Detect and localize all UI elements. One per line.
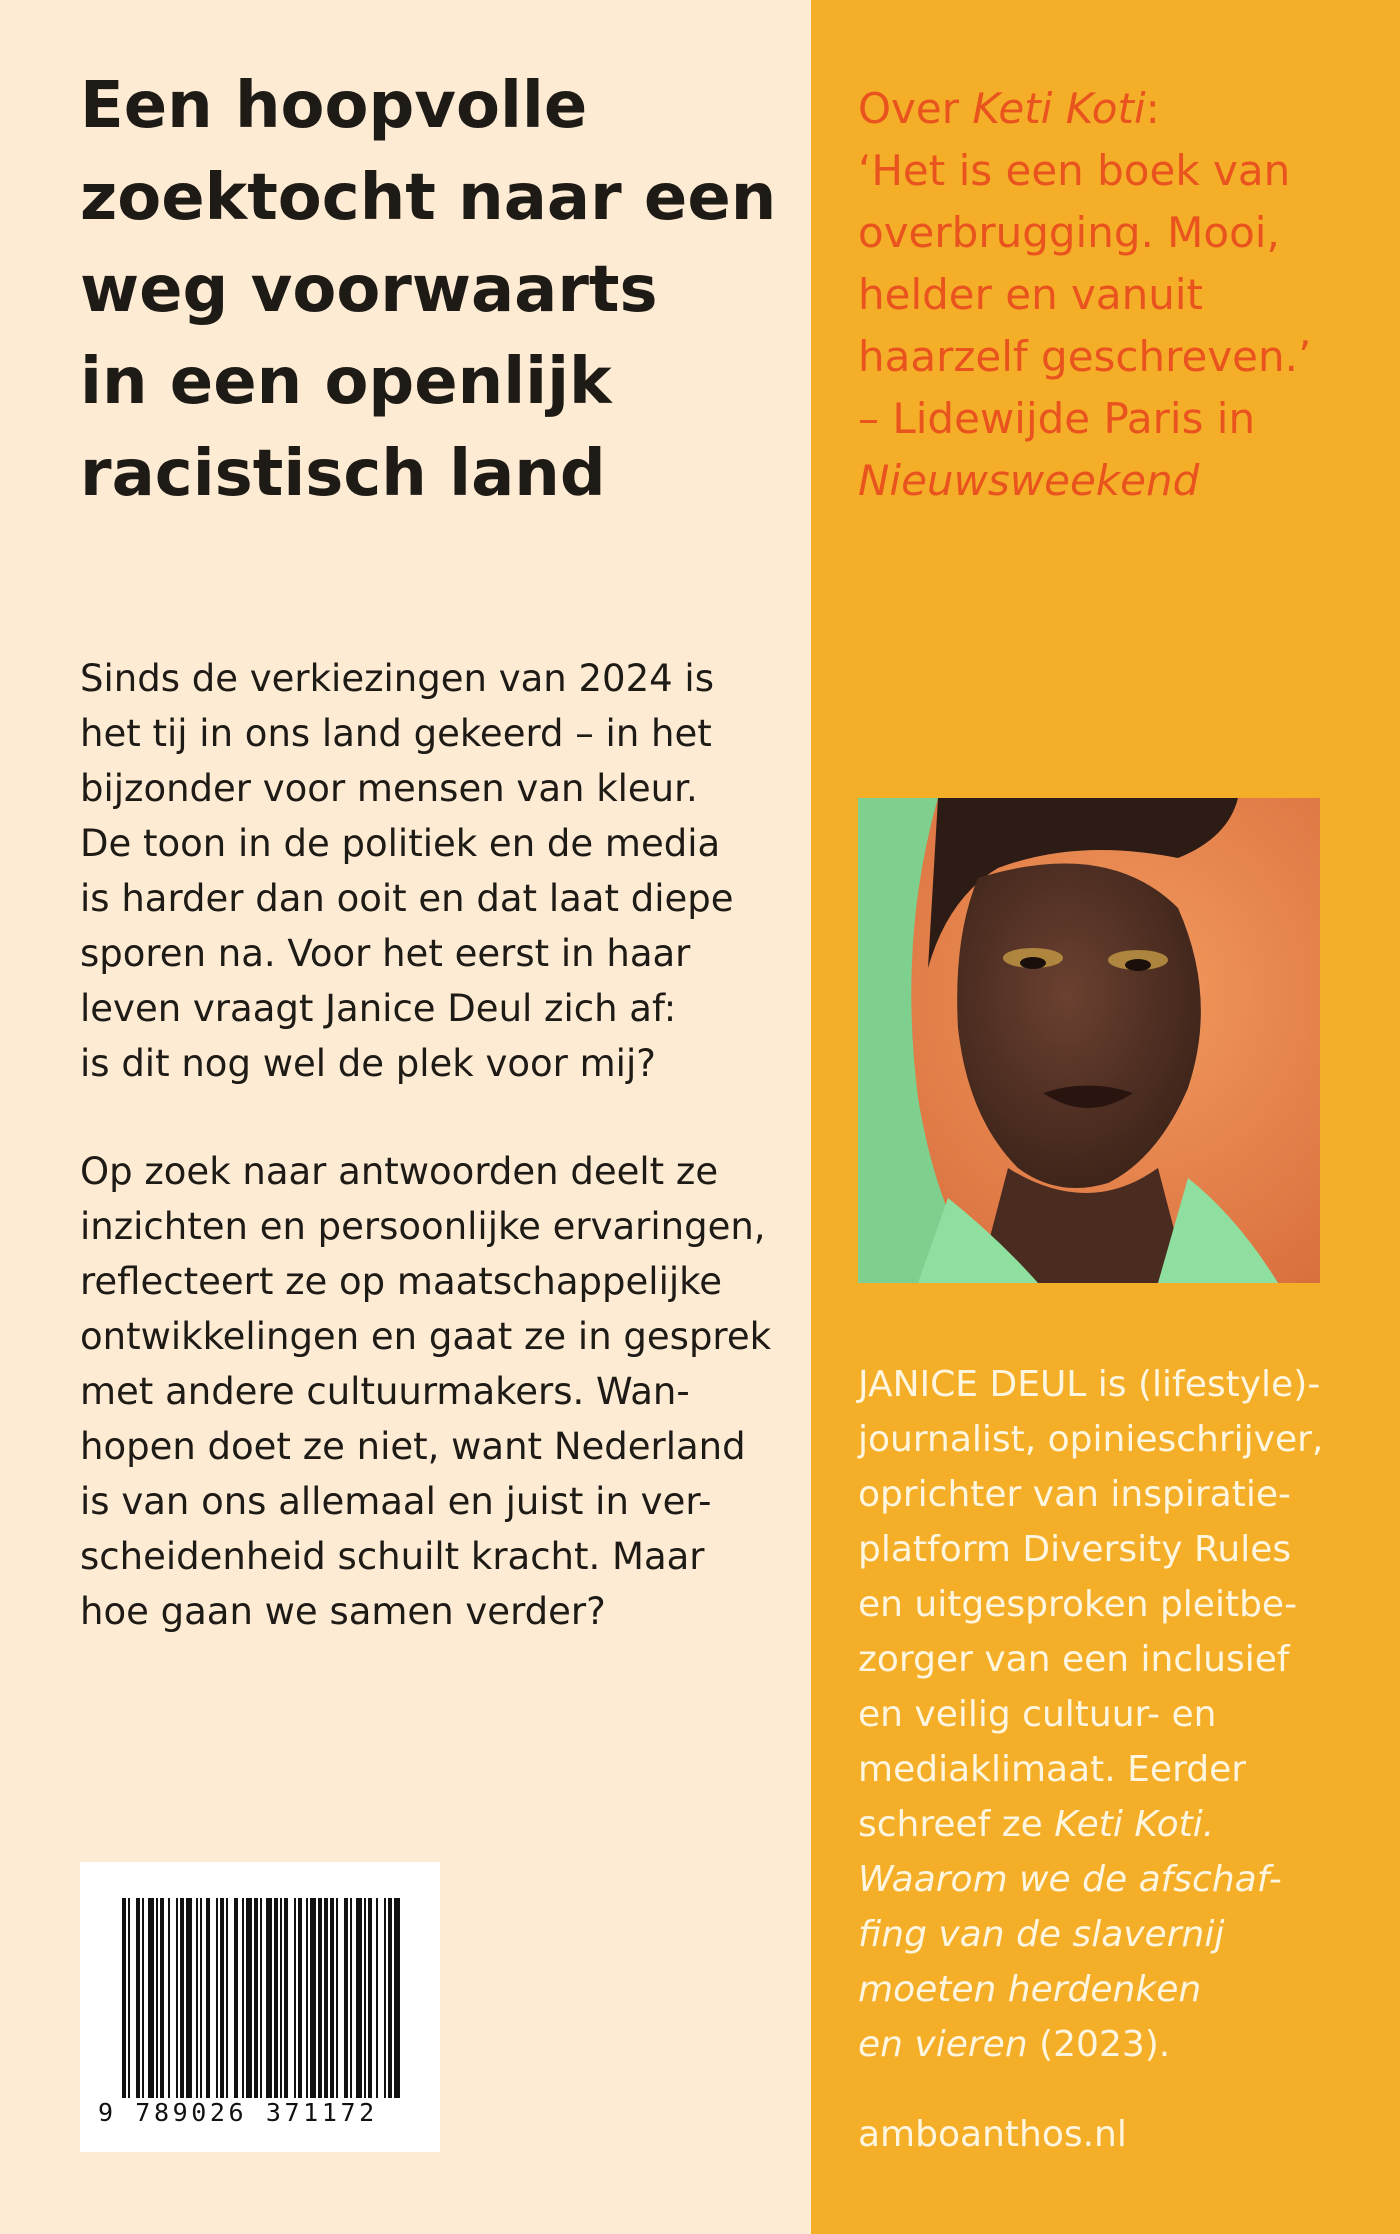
- barcode-bar: [350, 1898, 352, 2098]
- barcode-bar: [200, 1898, 202, 2098]
- barcode-bar: [388, 1898, 392, 2098]
- blurb-line: Op zoek naar antwoorden deelt ze: [80, 1150, 719, 1193]
- isbn-number: 9 789026 371172: [98, 2098, 378, 2127]
- quote-line: overbrugging. Mooi,: [858, 208, 1280, 257]
- barcode-bar: [234, 1898, 238, 2098]
- blurb-line: het tij in ons land gekeerd – in het: [80, 712, 712, 755]
- blurb-line: hoe gaan we samen verder?: [80, 1590, 606, 1633]
- blurb-line: scheidenheid schuilt kracht. Maar: [80, 1535, 705, 1578]
- press-quote: [858, 78, 1388, 512]
- quote-intro: [858, 78, 1388, 140]
- barcode-bar: [226, 1898, 228, 2098]
- quote-line: – Lidewijde Paris in: [858, 394, 1256, 443]
- barcode-bar: [294, 1898, 296, 2098]
- barcode-bar: [330, 1898, 334, 2098]
- barcode-bar: [156, 1898, 158, 2098]
- barcode-bar: [384, 1898, 386, 2098]
- blurb-line: reflecteert ze op maatschappelijke: [80, 1260, 723, 1303]
- quote-source: Nieuwsweekend: [858, 456, 1200, 505]
- bio-line: platform Diversity Rules: [858, 1529, 1292, 1570]
- headline-line: weg voorwaarts: [80, 253, 658, 327]
- barcode-bar: [206, 1898, 210, 2098]
- headline-line: Een hoopvolle: [80, 69, 588, 143]
- blurb-paragraph-1: [80, 651, 780, 1091]
- barcode-bar: [148, 1898, 154, 2098]
- barcode-bar: [122, 1898, 126, 2098]
- barcode-bar: [298, 1898, 302, 2098]
- barcode-bar: [336, 1898, 338, 2098]
- headline-line: racistisch land: [80, 437, 606, 511]
- bio-year: (2023).: [1027, 2024, 1171, 2065]
- quote-line: haarzelf geschreven.’: [858, 332, 1312, 381]
- barcode-bar: [128, 1898, 130, 2098]
- blurb-line: is harder dan ooit en dat laat diepe: [80, 877, 734, 920]
- bio-line: JANICE DEUL is (lifestyle)-: [858, 1364, 1321, 1405]
- blurb-line: De toon in de politiek en de media: [80, 822, 721, 865]
- barcode-bar: [364, 1898, 366, 2098]
- barcode-bar: [220, 1898, 224, 2098]
- blurb-line: sporen na. Voor het eerst in haar: [80, 932, 691, 975]
- bio-line: mediaklimaat. Eerder: [858, 1749, 1247, 1790]
- quote-line: helder en vanuit: [858, 270, 1204, 319]
- bio-line: en uitgesproken pleitbe-: [858, 1584, 1298, 1625]
- headline-line: zoektocht naar een: [80, 161, 777, 235]
- bio-book-title-line: fing van de slavernij: [858, 1914, 1225, 1955]
- barcode-bar: [274, 1898, 278, 2098]
- blurb-line: is dit nog wel de plek voor mij?: [80, 1042, 656, 1085]
- isbn-barcode: [80, 1862, 440, 2152]
- barcode-bar: [260, 1898, 262, 2098]
- blurb-line: met andere cultuurmakers. Wan-: [80, 1370, 690, 1413]
- barcode-bar: [254, 1898, 258, 2098]
- barcode-bar: [160, 1898, 164, 2098]
- book-headline: [80, 60, 780, 520]
- barcode-bar: [376, 1898, 378, 2098]
- barcode-bar: [186, 1898, 192, 2098]
- barcode-bars: [122, 1898, 402, 2098]
- barcode-bar: [306, 1898, 308, 2098]
- quote-line: ‘Het is een boek van: [858, 146, 1291, 195]
- bio-book-title-line: Waarom we de afschaf-: [858, 1859, 1282, 1900]
- barcode-bar: [318, 1898, 322, 2098]
- author-photo: [858, 798, 1320, 1283]
- barcode-bar: [368, 1898, 372, 2098]
- barcode-bar: [142, 1898, 144, 2098]
- barcode-bar: [310, 1898, 316, 2098]
- bio-line: [858, 1797, 1388, 1852]
- blurb-line: inzichten en persoonlijke ervaringen,: [80, 1205, 766, 1248]
- barcode-bar: [136, 1898, 140, 2098]
- barcode-bar: [266, 1898, 272, 2098]
- bio-book-title-line: moeten herdenken: [858, 1969, 1202, 2010]
- barcode-bar: [246, 1898, 252, 2098]
- barcode-bar: [216, 1898, 218, 2098]
- barcode-bar: [356, 1898, 362, 2098]
- blurb-paragraph-2: [80, 1144, 780, 1639]
- barcode-bar: [176, 1898, 178, 2098]
- quote-book-title: Keti Koti: [972, 84, 1146, 133]
- bio-line: journalist, opinieschrijver,: [858, 1419, 1324, 1460]
- headline-line: in een openlijk: [80, 345, 612, 419]
- barcode-bar: [180, 1898, 184, 2098]
- publisher-website[interactable]: amboanthos.nl: [858, 2114, 1127, 2155]
- blurb-line: leven vraagt Janice Deul zich af:: [80, 987, 677, 1030]
- barcode-bar: [168, 1898, 170, 2098]
- quote-intro-text: Over: [858, 84, 973, 133]
- quote-intro-colon: :: [1145, 84, 1160, 133]
- bio-line: zorger van een inclusief: [858, 1639, 1290, 1680]
- barcode-bar: [344, 1898, 348, 2098]
- barcode-bar: [242, 1898, 244, 2098]
- bio-prefix: schreef ze: [858, 1804, 1055, 1845]
- blurb-line: ontwikkelingen en gaat ze in gesprek: [80, 1315, 772, 1358]
- bio-line: en veilig cultuur- en: [858, 1694, 1217, 1735]
- barcode-bar: [284, 1898, 288, 2098]
- blurb-line: bijzonder voor mensen van kleur.: [80, 767, 698, 810]
- barcode-bar: [280, 1898, 282, 2098]
- blurb-line: hopen doet ze niet, want Nederland: [80, 1425, 746, 1468]
- bio-book-title-end: en vieren: [858, 2024, 1028, 2065]
- bio-line: [858, 2017, 1388, 2072]
- author-bio: [858, 1357, 1388, 2072]
- barcode-bar: [324, 1898, 328, 2098]
- bio-line: oprichter van inspiratie-: [858, 1474, 1291, 1515]
- bio-book-title: Keti Koti.: [1054, 1804, 1215, 1845]
- blurb-line: is van ons allemaal en juist in ver-: [80, 1480, 712, 1523]
- barcode-bar: [394, 1898, 400, 2098]
- barcode-bar: [196, 1898, 198, 2098]
- blurb-line: Sinds de verkiezingen van 2024 is: [80, 657, 714, 700]
